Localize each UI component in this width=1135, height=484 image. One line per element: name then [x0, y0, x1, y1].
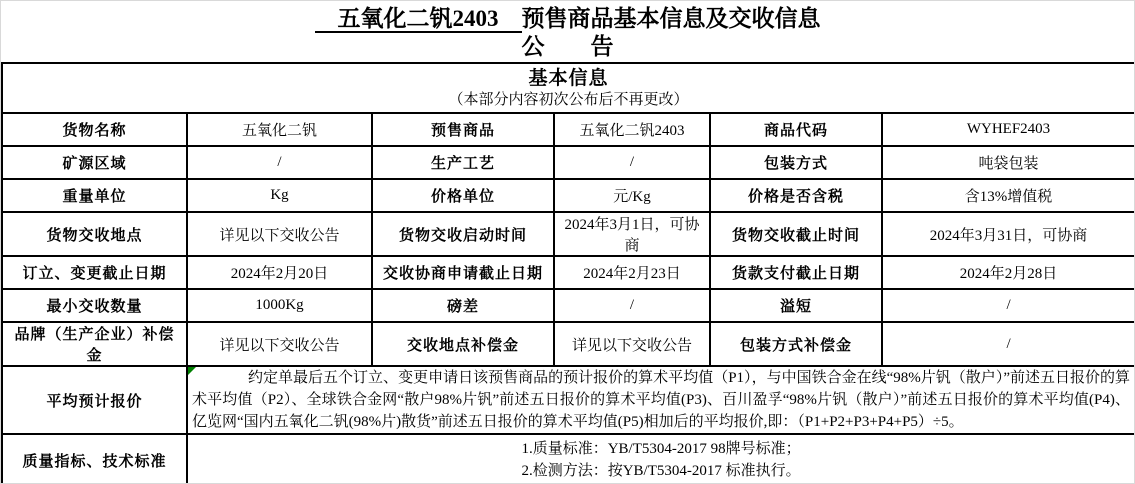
field-value: 2024年2月20日 [187, 256, 372, 289]
field-value: / [882, 322, 1135, 366]
field-label: 订立、变更截止日期 [2, 256, 187, 289]
field-label: 商品代码 [710, 113, 882, 146]
field-value: 五氧化二钒2403 [554, 113, 710, 146]
document-title [1, 1, 1134, 62]
field-value: 详见以下交收公告 [554, 322, 710, 366]
quality-standard-value-cell [187, 434, 1135, 484]
cell-comment-flag-icon [188, 367, 196, 375]
section-header-cell [2, 63, 1135, 113]
section-subtitle: （本部分内容初次公布后不再更改） [448, 92, 689, 108]
field-value: 吨袋包装 [882, 146, 1135, 179]
field-value: 2024年2月28日 [882, 256, 1135, 289]
title-underlined-product: 五氧化二钒2403 [314, 6, 522, 31]
field-value: / [554, 146, 710, 179]
field-value: 五氧化二钒 [187, 113, 372, 146]
field-label: 最小交收数量 [2, 289, 187, 322]
field-value: / [882, 289, 1135, 322]
field-label: 包装方式 [710, 146, 882, 179]
field-label: 平均预计报价 [2, 366, 187, 434]
field-label: 质量指标、技术标准 [2, 434, 187, 484]
field-label: 包装方式补偿金 [710, 322, 882, 366]
field-label: 货物交收地点 [2, 212, 187, 256]
field-label: 生产工艺 [372, 146, 554, 179]
field-label: 预售商品 [372, 113, 554, 146]
field-label: 交收地点补偿金 [372, 322, 554, 366]
field-label: 货物交收截止时间 [710, 212, 882, 256]
field-label: 货物名称 [2, 113, 187, 146]
field-value: 1000Kg [187, 289, 372, 322]
quality-standard-line: 1.质量标准：YB/T5304-2017 98牌号标准； [521, 441, 801, 457]
quality-standard-line: 2.检测方法：按YB/T5304-2017 标准执行。 [521, 463, 801, 479]
avg-price-text: 约定单最后五个订立、变更申请日该预售商品的预计报价的算术平均值（P1），与中国铁合金在线“98%片钒（散户）”前述五日报价的算术平均值（P2）、全球铁合金网“散户98%片钒”前述五日报价的算术平均值(P3)、百川盈孚“98%片钒（散户）”前述五日报价的算术平均值(P4)、亿览网“国内五氧化二钒(98%片)散货”前述五日报价的算术平均值(P5)相加后的平均报价,即：（P1+P2+P3+P4+P5）÷5。 [192, 370, 1131, 430]
field-value: 2024年2月23日 [554, 256, 710, 289]
field-label: 矿源区域 [2, 146, 187, 179]
field-value: 2024年3月1日，可协商 [554, 212, 710, 256]
field-value: 含13%增值税 [882, 179, 1135, 212]
table-row [2, 146, 1135, 179]
field-value: 详见以下交收公告 [187, 322, 372, 366]
title-rest: 预售商品基本信息及交收信息 [521, 6, 821, 31]
field-value: / [554, 289, 710, 322]
basic-info-table [1, 62, 1135, 484]
field-label: 磅差 [372, 289, 554, 322]
field-label: 溢短 [710, 289, 882, 322]
field-value: / [187, 146, 372, 179]
quality-standard-row [2, 434, 1135, 484]
field-label: 品牌（生产企业）补偿金 [2, 322, 187, 366]
field-label: 货物交收启动时间 [372, 212, 554, 256]
field-value: 2024年3月31日，可协商 [882, 212, 1135, 256]
section-title: 基本信息 [528, 68, 609, 89]
table-row [2, 179, 1135, 212]
table-row [2, 289, 1135, 322]
title-line2: 公 告 [521, 34, 614, 59]
table-row [2, 212, 1135, 256]
field-value: Kg [187, 179, 372, 212]
field-label: 价格单位 [372, 179, 554, 212]
avg-price-value-cell [187, 366, 1135, 434]
field-value: 元/Kg [554, 179, 710, 212]
avg-price-row [2, 366, 1135, 434]
field-value: 详见以下交收公告 [187, 212, 372, 256]
field-label: 交收协商申请截止日期 [372, 256, 554, 289]
table-row [2, 322, 1135, 366]
table-row [2, 113, 1135, 146]
field-value: WYHEF2403 [882, 113, 1135, 146]
field-label: 价格是否含税 [710, 179, 882, 212]
table-row [2, 256, 1135, 289]
title-line1 [1, 4, 1134, 34]
field-label: 货款支付截止日期 [710, 256, 882, 289]
field-label: 重量单位 [2, 179, 187, 212]
section-header-row [2, 63, 1135, 113]
